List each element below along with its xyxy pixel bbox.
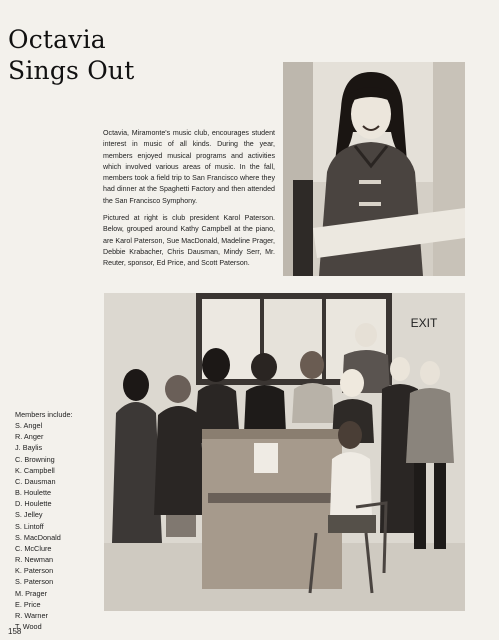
- members-names: [15, 420, 105, 632]
- member-name: R. Anger: [15, 432, 44, 442]
- photo-club-president: [283, 62, 465, 276]
- member-name: T. Wood: [15, 621, 42, 631]
- title-line-1: Octavia: [8, 25, 106, 54]
- member-name: E. Price: [15, 599, 41, 609]
- exit-sign: EXIT: [410, 316, 438, 330]
- member-name: J. Baylis: [15, 443, 43, 453]
- page-number: 158: [8, 627, 22, 636]
- photo-group-at-piano: [104, 293, 465, 611]
- article-text: [103, 128, 275, 276]
- member-name: S. Paterson: [15, 577, 54, 587]
- member-name: S. Lintoff: [15, 521, 44, 531]
- member-name: B. Houlette: [15, 488, 52, 498]
- title-line-2: Sings Out: [8, 56, 135, 85]
- member-name: R. Warner: [15, 610, 48, 620]
- member-name: C. Dausman: [15, 476, 56, 486]
- members-label: Members include:: [15, 410, 73, 419]
- member-name: K. Paterson: [15, 566, 54, 576]
- member-name: C. Browning: [15, 454, 55, 464]
- member-name: M. Prager: [15, 588, 48, 598]
- member-name: S. Jelley: [15, 510, 43, 520]
- page-title: [8, 24, 134, 86]
- members-list: [15, 409, 105, 632]
- member-name: R. Newman: [15, 555, 54, 565]
- article-paragraph-intro: Octavia, Miramonte's music club, encourages student interest in music of all kinds. During the year, members enjoyed musical programs and activities which involved various areas of music. In the fall, members took a field trip to San Francisco where they had dinner at the Spaghetti Factory and then attended the San Francisco Symphony.: [103, 129, 275, 205]
- member-name: D. Houlette: [15, 499, 52, 509]
- member-name: S. Angel: [15, 421, 43, 431]
- article-paragraph-caption: Pictured at right is club president Karol Paterson. Below, grouped around Kathy Campbell at the piano, are Karol Paterson, Sue MacDonald, Madeline Prager, Debbie Krabacher, Chris Dausman, Mindy Serr, Mr. Reuter, sponsor, Ed Price, and Scott Paterson.: [103, 214, 275, 268]
- member-name: S. MacDonald: [15, 532, 61, 542]
- member-name: K. Campbell: [15, 465, 55, 475]
- member-name: C. McClure: [15, 543, 52, 553]
